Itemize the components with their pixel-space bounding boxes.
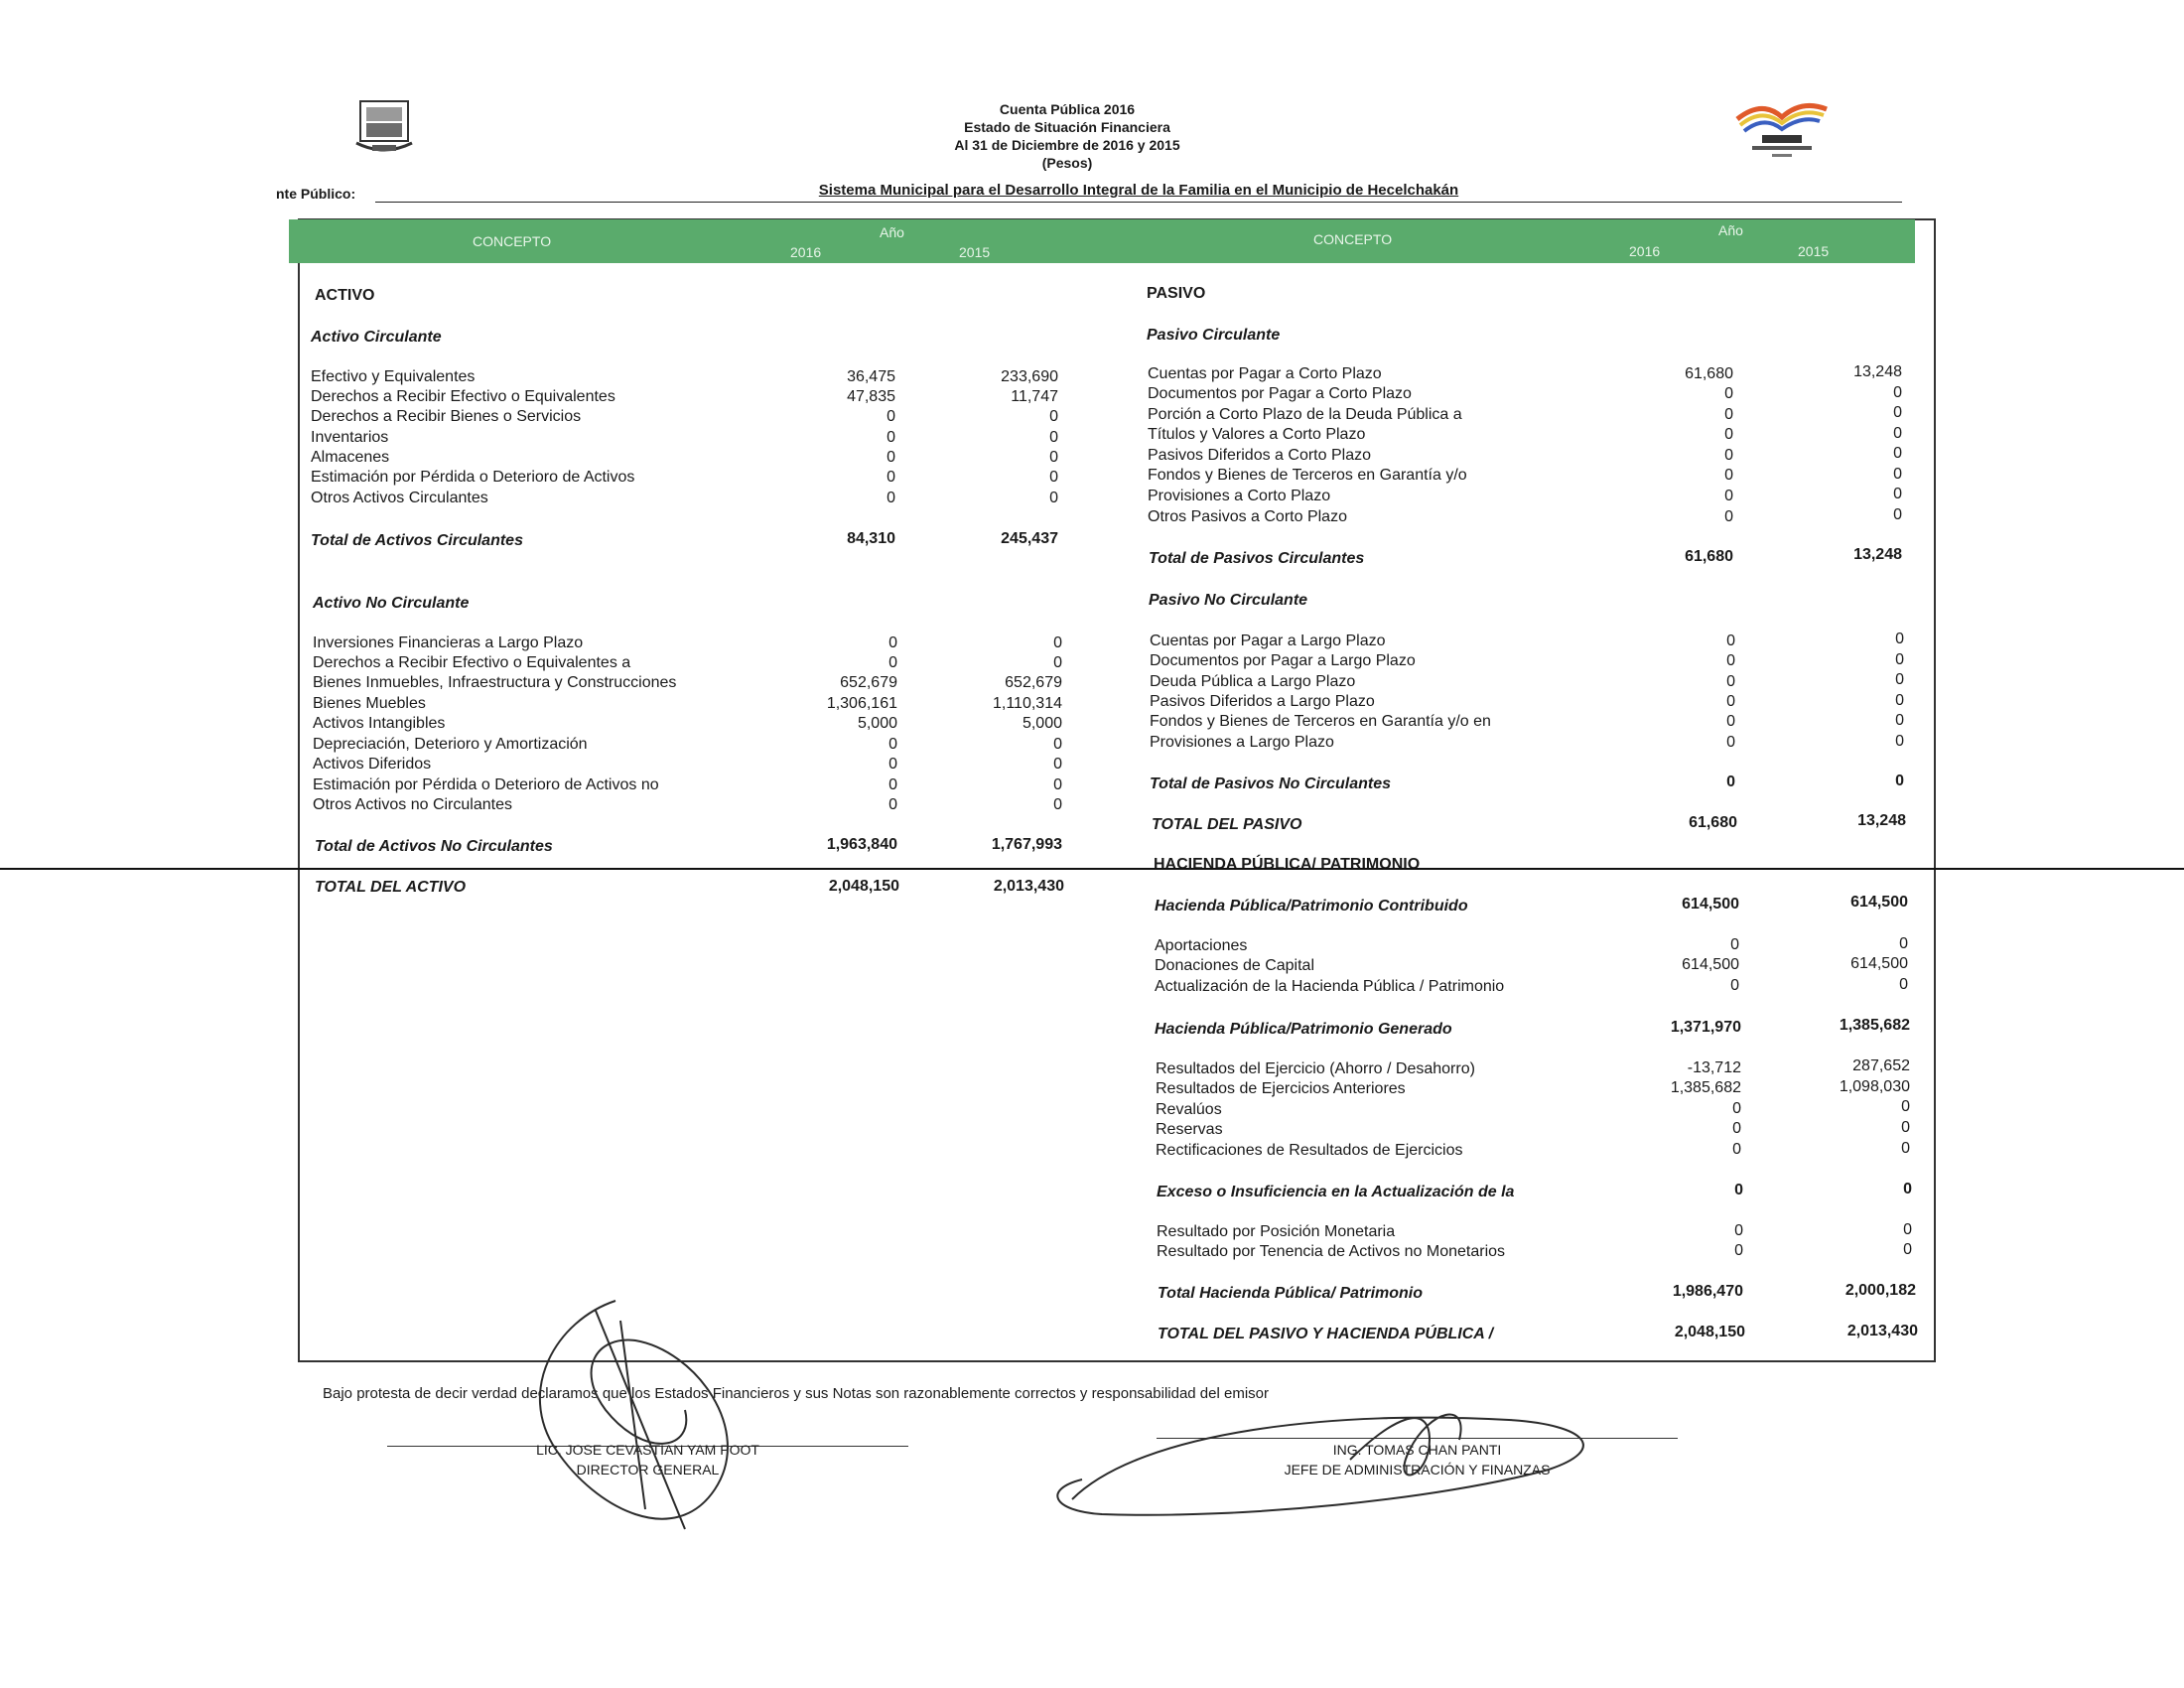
value-2016: 0: [1732, 1141, 1741, 1158]
row-label: Resultado por Posición Monetaria: [1157, 1223, 1396, 1240]
row-label: Total de Pasivos Circulantes: [1149, 550, 1365, 567]
table-header-band: [289, 219, 1915, 263]
header-anio-left: Año: [880, 224, 904, 240]
row-label: Bienes Muebles: [313, 695, 426, 712]
value-2015: 0: [1053, 756, 1062, 773]
row-label: Cuentas por Pagar a Corto Plazo: [1148, 365, 1382, 382]
value-2015: 1,110,314: [993, 695, 1062, 712]
value-2015: 11,747: [1011, 388, 1058, 405]
value-2015: 0: [1893, 445, 1902, 462]
value-2016: 61,680: [1685, 548, 1733, 565]
value-2016: -13,712: [1687, 1059, 1741, 1076]
row-label: Inventarios: [311, 429, 389, 446]
value-2015: 0: [1053, 776, 1062, 793]
value-2015: 0: [1053, 736, 1062, 753]
row-label: TOTAL DEL ACTIVO: [315, 879, 467, 896]
row-label: Exceso o Insuficiencia en la Actualización de la: [1157, 1184, 1515, 1200]
value-2016: 1,371,970: [1670, 1019, 1741, 1036]
row-label: TOTAL DEL PASIVO: [1152, 816, 1302, 833]
dif-logo: [1732, 99, 1832, 165]
row-label: Rectificaciones de Resultados de Ejercicios: [1156, 1142, 1463, 1159]
value-2015: 0: [1893, 425, 1902, 442]
header-anio-right: Año: [1718, 222, 1743, 238]
row-label: Deuda Pública a Largo Plazo: [1150, 673, 1356, 690]
value-2016: 0: [888, 654, 897, 671]
ente-underline: [375, 202, 1902, 203]
row-label: Activos Diferidos: [313, 756, 432, 773]
value-2016: 1,306,161: [826, 695, 897, 712]
pasivo-no-circulante-title: Pasivo No Circulante: [1149, 592, 1308, 609]
value-2015: 0: [1049, 469, 1058, 486]
value-2016: 47,835: [847, 388, 895, 405]
value-2015: 0: [1901, 1140, 1910, 1157]
value-2015: 2,013,430: [1846, 1323, 1918, 1339]
value-2016: 1,385,682: [1670, 1079, 1741, 1096]
value-2016: 36,475: [847, 368, 895, 385]
hacienda-title: HACIENDA PÚBLICA/ PATRIMONIO: [1154, 856, 1421, 873]
value-2015: 614,500: [1850, 894, 1908, 911]
header-2016-right: 2016: [1629, 243, 1661, 259]
pasivo-circulante-title: Pasivo Circulante: [1147, 327, 1281, 344]
activo-title: ACTIVO: [315, 287, 375, 304]
row-label: Bienes Inmuebles, Infraestructura y Construcciones: [313, 674, 677, 691]
signer-admin-title: JEFE DE ADMINISTRACIÓN Y FINANZAS: [1284, 1462, 1551, 1477]
value-2016: 0: [1724, 488, 1733, 504]
row-label: Cuentas por Pagar a Largo Plazo: [1150, 633, 1386, 649]
scan-fold-line: [0, 868, 2184, 870]
row-label: Resultados del Ejercicio (Ahorro / Desahorro): [1156, 1060, 1475, 1077]
value-2016: 0: [1726, 734, 1735, 751]
value-2015: 2,000,182: [1844, 1282, 1916, 1299]
value-2016: 1,963,840: [826, 836, 897, 853]
value-2016: 0: [1726, 673, 1735, 690]
row-label: Derechos a Recibir Bienes o Servicios: [311, 408, 582, 425]
value-2016: 0: [887, 408, 895, 425]
signer-admin-name: ING. TOMAS CHAN PANTI: [1332, 1442, 1502, 1458]
row-label: Derechos a Recibir Efectivo o Equivalentes a: [313, 654, 631, 671]
value-2016: 0: [1726, 713, 1735, 730]
value-2015: 2,013,430: [993, 878, 1064, 895]
value-2016: 0: [1726, 774, 1735, 790]
value-2015: 0: [1049, 408, 1058, 425]
row-label: Provisiones a Corto Plazo: [1148, 488, 1331, 504]
value-2016: 5,000: [857, 715, 897, 732]
value-2015: 1,767,993: [991, 836, 1062, 853]
value-2015: 0: [1903, 1241, 1912, 1258]
value-2016: 0: [1726, 693, 1735, 710]
value-2015: 0: [1893, 506, 1902, 523]
value-2016: 61,680: [1685, 365, 1733, 382]
value-2015: 0: [1053, 796, 1062, 813]
value-2015: 1,385,682: [1839, 1017, 1910, 1034]
value-2016: 652,679: [840, 674, 897, 691]
row-label: Documentos por Pagar a Largo Plazo: [1150, 652, 1416, 669]
activo-circulante-title: Activo Circulante: [311, 329, 442, 346]
value-2015: 0: [1053, 654, 1062, 671]
row-label: Resultados de Ejercicios Anteriores: [1156, 1080, 1406, 1097]
value-2016: 0: [1724, 447, 1733, 464]
value-2015: 0: [1049, 490, 1058, 506]
value-2015: 245,437: [1001, 530, 1058, 547]
signer-director-name: LIC. JOSE CEVASTIAN YAM POOT: [536, 1442, 759, 1458]
row-label: TOTAL DEL PASIVO Y HACIENDA PÚBLICA /: [1158, 1326, 1494, 1342]
row-label: Actualización de la Hacienda Pública / Patrimonio: [1155, 978, 1505, 995]
row-label: Pasivos Diferidos a Corto Plazo: [1148, 447, 1371, 464]
value-2015: 287,652: [1852, 1057, 1910, 1074]
value-2016: 0: [1730, 977, 1739, 994]
value-2015: 0: [1901, 1119, 1910, 1136]
row-label: Hacienda Pública/Patrimonio Generado: [1155, 1021, 1452, 1038]
value-2015: 0: [1895, 671, 1904, 688]
report-date: Al 31 de Diciembre de 2016 y 2015: [954, 137, 1180, 153]
row-label: Reservas: [1156, 1121, 1223, 1138]
value-2016: 0: [888, 796, 897, 813]
value-2016: 0: [1724, 508, 1733, 525]
value-2016: 0: [887, 469, 895, 486]
row-label: Revalúos: [1156, 1101, 1222, 1118]
value-2016: 1,986,470: [1672, 1283, 1743, 1300]
row-label: Pasivos Diferidos a Largo Plazo: [1150, 693, 1375, 710]
value-2015: 0: [1899, 935, 1908, 952]
value-2016: 0: [1732, 1120, 1741, 1137]
value-2015: 233,690: [1001, 368, 1058, 385]
value-2016: 61,680: [1689, 814, 1737, 831]
value-2015: 1,098,030: [1839, 1078, 1910, 1095]
value-2015: 0: [1053, 634, 1062, 651]
value-2015: 0: [1903, 1221, 1912, 1238]
value-2015: 0: [1903, 1181, 1912, 1197]
value-2015: 0: [1895, 712, 1904, 729]
row-label: Estimación por Pérdida o Deterioro de Activos no: [313, 776, 659, 793]
value-2016: 0: [1724, 467, 1733, 484]
value-2015: 0: [1895, 631, 1904, 647]
value-2016: 0: [1734, 1182, 1743, 1198]
value-2016: 614,500: [1682, 896, 1739, 913]
value-2015: 0: [1895, 692, 1904, 709]
ente-name: Sistema Municipal para el Desarrollo Integral de la Familia en el Municipio de Hecelchakán: [818, 182, 1459, 199]
row-label: Porción a Corto Plazo de la Deuda Pública a: [1148, 406, 1462, 423]
value-2015: 5,000: [1022, 715, 1062, 732]
row-label: Total de Pasivos No Circulantes: [1150, 775, 1392, 792]
row-label: Donaciones de Capital: [1155, 957, 1314, 974]
value-2016: 0: [888, 756, 897, 773]
value-2015: 13,248: [1857, 812, 1906, 829]
header-2015-left: 2015: [959, 244, 991, 260]
value-2016: 0: [887, 429, 895, 446]
signer-director-title: DIRECTOR GENERAL: [576, 1462, 720, 1477]
value-2015: 0: [1895, 773, 1904, 789]
value-2015: 0: [1893, 404, 1902, 421]
ente-label: nte Público:: [276, 186, 356, 202]
value-2016: 0: [1724, 406, 1733, 423]
row-label: Resultado por Tenencia de Activos no Monetarios: [1157, 1243, 1506, 1260]
signature-line-admin: [1157, 1438, 1678, 1439]
municipal-logo: [354, 99, 414, 157]
value-2016: 2,048,150: [1674, 1324, 1745, 1340]
activo-no-circulante-title: Activo No Circulante: [313, 595, 470, 612]
row-label: Derechos a Recibir Efectivo o Equivalentes: [311, 388, 615, 405]
value-2016: 0: [1726, 652, 1735, 669]
value-2015: 0: [1049, 449, 1058, 466]
value-2015: 0: [1893, 466, 1902, 483]
value-2016: 0: [888, 736, 897, 753]
row-label: Efectivo y Equivalentes: [311, 368, 476, 385]
value-2016: 0: [887, 449, 895, 466]
header-concepto-left: CONCEPTO: [473, 233, 552, 249]
value-2016: 0: [1734, 1222, 1743, 1239]
value-2015: 0: [1895, 651, 1904, 668]
header-2015-right: 2015: [1798, 243, 1830, 259]
row-label: Almacenes: [311, 449, 390, 466]
row-label: Total de Activos No Circulantes: [315, 838, 553, 855]
row-label: Estimación por Pérdida o Deterioro de Activos: [311, 469, 635, 486]
row-label: Fondos y Bienes de Terceros en Garantía y/o en: [1150, 713, 1491, 730]
report-units: (Pesos): [1041, 155, 1093, 171]
row-label: Hacienda Pública/Patrimonio Contribuido: [1155, 898, 1468, 914]
pasivo-title: PASIVO: [1147, 285, 1206, 302]
value-2015: 0: [1901, 1098, 1910, 1115]
value-2016: 84,310: [847, 530, 895, 547]
row-label: Fondos y Bienes de Terceros en Garantía y/o: [1148, 467, 1467, 484]
row-label: Aportaciones: [1155, 937, 1248, 954]
value-2016: 0: [887, 490, 895, 506]
value-2016: 0: [888, 776, 897, 793]
value-2016: 0: [1732, 1100, 1741, 1117]
row-label: Provisiones a Largo Plazo: [1150, 734, 1334, 751]
row-label: Documentos por Pagar a Corto Plazo: [1148, 385, 1412, 402]
value-2016: 0: [1726, 633, 1735, 649]
row-label: Otros Activos no Circulantes: [313, 796, 512, 813]
value-2015: 13,248: [1853, 363, 1902, 380]
row-label: Activos Intangibles: [313, 715, 446, 732]
header-concepto-right: CONCEPTO: [1313, 231, 1393, 247]
disclaimer-text: Bajo protesta de decir verdad declaramos que los Estados Financieros y sus Notas son razonablemente correctos y responsabilidad del emisor: [323, 1385, 1269, 1402]
row-label: Total de Activos Circulantes: [311, 532, 523, 549]
row-label: Títulos y Valores a Corto Plazo: [1148, 426, 1366, 443]
report-title: Cuenta Pública 2016: [999, 101, 1136, 117]
value-2016: 0: [1734, 1242, 1743, 1259]
value-2016: 2,048,150: [828, 878, 899, 895]
value-2015: 0: [1899, 976, 1908, 993]
value-2016: 0: [1724, 426, 1733, 443]
row-label: Inversiones Financieras a Largo Plazo: [313, 634, 584, 651]
row-label: Otros Pasivos a Corto Plazo: [1148, 508, 1347, 525]
value-2015: 0: [1893, 384, 1902, 401]
value-2015: 13,248: [1853, 546, 1902, 563]
value-2016: 0: [1730, 936, 1739, 953]
value-2016: 0: [1724, 385, 1733, 402]
header-2016-left: 2016: [790, 244, 822, 260]
report-subtitle: Estado de Situación Financiera: [964, 119, 1170, 135]
value-2015: 0: [1895, 733, 1904, 750]
value-2016: 0: [888, 634, 897, 651]
value-2015: 0: [1049, 429, 1058, 446]
value-2015: 0: [1893, 486, 1902, 502]
value-2015: 614,500: [1850, 955, 1908, 972]
row-label: Otros Activos Circulantes: [311, 490, 488, 506]
row-label: Depreciación, Deterioro y Amortización: [313, 736, 588, 753]
row-label: Total Hacienda Pública/ Patrimonio: [1158, 1285, 1424, 1302]
value-2015: 652,679: [1005, 674, 1062, 691]
value-2016: 614,500: [1682, 956, 1739, 973]
